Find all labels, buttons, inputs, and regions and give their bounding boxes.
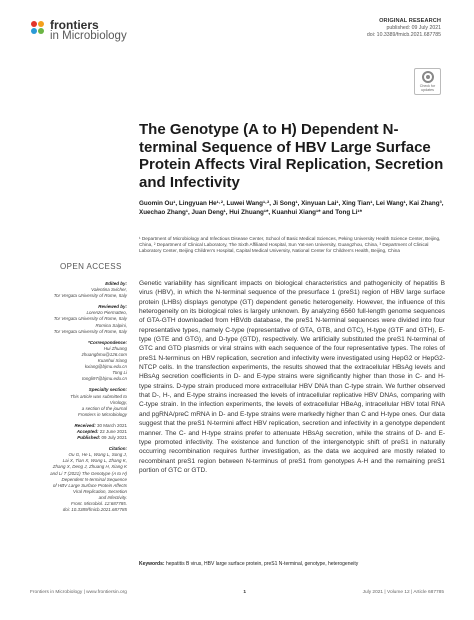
footer-journal[interactable]: Frontiers in Microbiology | www.frontiersin.org	[30, 590, 127, 595]
correspondence-heading: *Correspondence:	[87, 339, 127, 345]
keywords-label: Keywords:	[139, 561, 165, 567]
citation-doi[interactable]: doi: 10.3389/fmicb.2021.687785	[62, 507, 127, 513]
abstract-text: Genetic variability has significant impacts on biological characteristics and pathogenicity of hepatitis B virus (HBV), in which the N-terminal sequence of the presurface 1 (preS1) region of HBV large surface protein (LHBs) displays genotype (GT) dependent genetic heterogeneity. However, the influence of this heterogeneity on its biological roles is largely unknown. By analyzing 6560 full-length genome sequences of GTA-GTH downloaded from HBVdb database, the preS1 N-terminal sequences were divided into four representative types, namely C-type (representative of GTA, GTB, and GTC), H-type (GTF and GTH), E-type (GTE and GTG), and D-type (GTD), respectively. We artificially substituted the preS1 N-terminal of GTC and GTD plasmids or viral strains with each sequence of the four representative types. The roles of preS1 N-terminus on HBV replication, secretion and infectivity were investigated using HepG2 or HepG2-NTCP cells. In the transfection experiments, the results showed that the extracellular HBsAg levels and HBsAg secretion coefficients in D- and E-type strains were significantly higher than those in C- and H-type strains. D-type strain produced more extracellular HBV DNA than C-type strain. We further observed that D-, H-, and E-type strains increased the levels of intracellular replicative HBV DNAs, comparing with C-type strain. In the infection experiments, the levels of extracellular HBeAg, intracellular HBV total RNA and pgRNA/preC mRNA in D- and E-type strains were markedly higher than C and H-type ones. Our data suggest that the preS1 N-termini affect HBV replication, secretion and infectivity in a genotype dependent manner. The C- and H-type strains prefer to attenuate HBsAg secretion, while the strains of D- and E-type promoted infectivity. The existence and function of the intergenotypic shift of preS1 in naturally occurring recombination requires further investigation, as the data we acquired are mostly related to recombinant preS1 region between N-terminus of preS1 from genotypes A-H and the remaining preS1 portion of GTC or GTD.	[139, 280, 445, 474]
correspondent-email[interactable]: tongli97@bjmu.edu.cn	[82, 376, 127, 382]
keywords-list: hepatitis B virus, HBV large surface protein, preS1 N-terminal, genotype, heterogeneity	[165, 561, 359, 567]
specialty-section-block	[30, 387, 127, 417]
keywords	[139, 561, 445, 567]
journal-logo	[31, 20, 127, 42]
reviewer-affiliation: Tor Vergata University of Rome, Italy	[53, 328, 127, 334]
correspondent-email[interactable]: kxiang@bjmu.edu.cn	[84, 364, 127, 370]
edited-by-heading: Edited by:	[105, 281, 127, 286]
journal-name: in Microbiology	[50, 30, 127, 42]
article-info-sidebar	[30, 281, 127, 518]
reviewer-name: Lorenzo Piermatteo,	[86, 310, 127, 316]
article-doi[interactable]: doi: 10.3389/fmicb.2021.687785	[366, 32, 441, 38]
reviewer-affiliation: Tor Vergata University of Rome, Italy	[53, 316, 127, 322]
citation-line: and Li T (2021) The Genotype (A to H)	[50, 470, 127, 476]
crossmark-icon	[422, 71, 434, 83]
specialty-line: Frontiers in Microbiology	[77, 411, 127, 417]
footer-volume: July 2021 | Volume 12 | Article 687785	[362, 590, 444, 595]
citation-line: Zhang X, Deng J, Zhuang H, Xiang K	[52, 464, 127, 470]
reviewed-by-heading: Reviewed by:	[98, 304, 127, 310]
citation-line: Ou G, He L, Wang L, Song J,	[68, 452, 127, 458]
correspondent-name: Hui Zhuang	[103, 345, 127, 351]
article-title: The Genotype (A to H) Dependent N-terminal Sequence of HBV Large Surface Protein Affects Viral Replication, Secretion and Infectivity	[139, 121, 444, 191]
citation-heading: Citation:	[108, 446, 127, 452]
dates-block	[30, 423, 127, 441]
page-number: 1	[243, 590, 247, 595]
author-list: Guomin Ou¹, Lingyuan He¹·², Luwei Wang¹·², Ji Song¹, Xinyuan Lai¹, Xing Tian¹, Lei Wang¹, Kai Zhang³, Xuechao Zhang¹, Juan Deng¹, Hui Zhuang¹*, Kuanhui Xiang¹* and Tong Li¹*	[139, 200, 444, 217]
correspondent-name: Tong Li	[112, 370, 127, 376]
article-type: ORIGINAL RESEARCH	[379, 18, 441, 24]
edited-by-block	[30, 281, 127, 299]
specialty-heading: Specialty section:	[88, 387, 127, 393]
specialty-line: Virology,	[109, 399, 127, 405]
accepted-date: Accepted: 22 June 2021	[76, 428, 127, 434]
correspondent-name: Kuanhui Xiang	[97, 358, 127, 364]
check-for-updates-label: Check for updates	[419, 84, 436, 92]
citation-line: Front. Microbiol. 12:687785.	[70, 501, 127, 506]
check-for-updates-button[interactable]	[414, 68, 441, 95]
page-footer	[30, 590, 444, 595]
citation-line: and Infectivity.	[98, 494, 127, 500]
citation-line: Dependent N-terminal Sequence	[61, 476, 127, 482]
journal-brand: frontiers	[50, 18, 99, 32]
editor-affiliation: Tor Vergata University of Rome, Italy	[53, 293, 127, 299]
editor-name: Valentina Svicher,	[91, 287, 127, 293]
affiliations: ¹ Department of Microbiology and Infectious Disease Center, School of Basic Medical Sciences, Peking University Health Science Center, Beijing, China, ² Department of Clinical Laboratory, The Sixth Affiliated Hospital, Sun Yat-sen University, Guangzhou, China, ³ Department of Clinical Laboratory Center, Beijing Children's Hospital, Capital Medical University, National Center for Children's Health, Beijing, China	[139, 236, 441, 254]
frontiers-logo-icon	[31, 21, 46, 36]
published-date: published: 09 July 2021	[386, 25, 441, 31]
citation-line: Viral Replication, Secretion	[73, 488, 127, 494]
published-date-sidebar: Published: 09 July 2021	[77, 435, 127, 441]
reviewer-name: Romina Salpini,	[95, 322, 127, 328]
correspondence-block	[30, 340, 127, 383]
citation-line: Lai X, Tian X, Wang L, Zhang K,	[62, 458, 127, 464]
citation-block	[30, 446, 127, 513]
specialty-line: a section of the journal	[81, 405, 127, 411]
open-access-label: OPEN ACCESS	[60, 262, 122, 271]
correspondent-email[interactable]: zhuangbmu@126.com	[81, 351, 127, 357]
received-date: Received: 30 March 2021	[74, 422, 127, 428]
citation-line: of HBV Large Surface Protein Affects	[52, 482, 127, 488]
specialty-line: This article was submitted to	[70, 393, 127, 399]
article-meta	[367, 18, 441, 39]
reviewed-by-block	[30, 304, 127, 334]
